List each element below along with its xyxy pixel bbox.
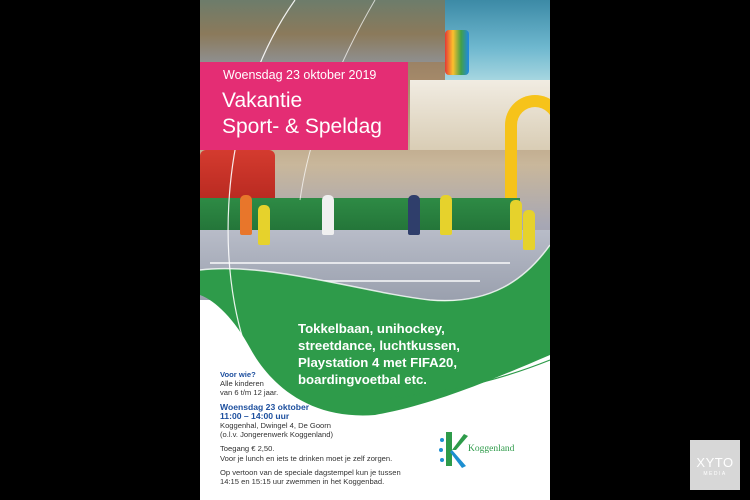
- event-organizer: (o.l.v. Jongerenwerk Koggenland): [220, 430, 333, 440]
- title-line: Vakantie: [222, 89, 303, 112]
- who-text: Alle kinderen: [220, 379, 264, 389]
- activity-line: Playstation 4 met FIFA20,: [298, 355, 458, 370]
- swim-note: Op vertoon van de speciale dagstempel kun je tussen: [220, 467, 401, 477]
- who-text: van 6 t/m 12 jaar.: [220, 388, 279, 398]
- activity-line: boardingvoetbal etc.: [298, 372, 427, 387]
- event-info: [220, 370, 420, 486]
- title-line: Sport- & Speldag: [222, 115, 382, 138]
- title-box: [200, 62, 408, 150]
- when-heading: Woensdag 23 oktober: [220, 401, 310, 412]
- logo-text: Koggenland: [468, 444, 515, 454]
- activity-line: streetdance, luchtkussen,: [298, 338, 460, 353]
- koggenland-k-icon: [438, 430, 468, 470]
- event-poster: [200, 0, 550, 500]
- entry-fee: Toegang € 2,50.: [220, 444, 275, 454]
- event-date: Woensdag 23 oktober 2019: [223, 68, 377, 82]
- lunch-note: Voor je lunch en iets te drinken moet je zelf zorgen.: [220, 453, 393, 463]
- watermark-sub: MEDIA: [703, 471, 727, 477]
- swim-note: 14:15 en 15:15 uur zwemmen in het Koggenbad.: [220, 477, 385, 487]
- koggenland-logo: [438, 430, 548, 470]
- who-heading: Voor wie?: [220, 370, 256, 379]
- xyto-media-watermark: [690, 440, 740, 490]
- event-location: Koggenhal, Dwingel 4, De Goorn: [220, 421, 332, 431]
- watermark-main: XYTO: [696, 455, 734, 470]
- event-time: 11:00 – 14:00 uur: [220, 410, 290, 421]
- activity-line: Tokkelbaan, unihockey,: [298, 321, 445, 336]
- event-title: [222, 88, 382, 140]
